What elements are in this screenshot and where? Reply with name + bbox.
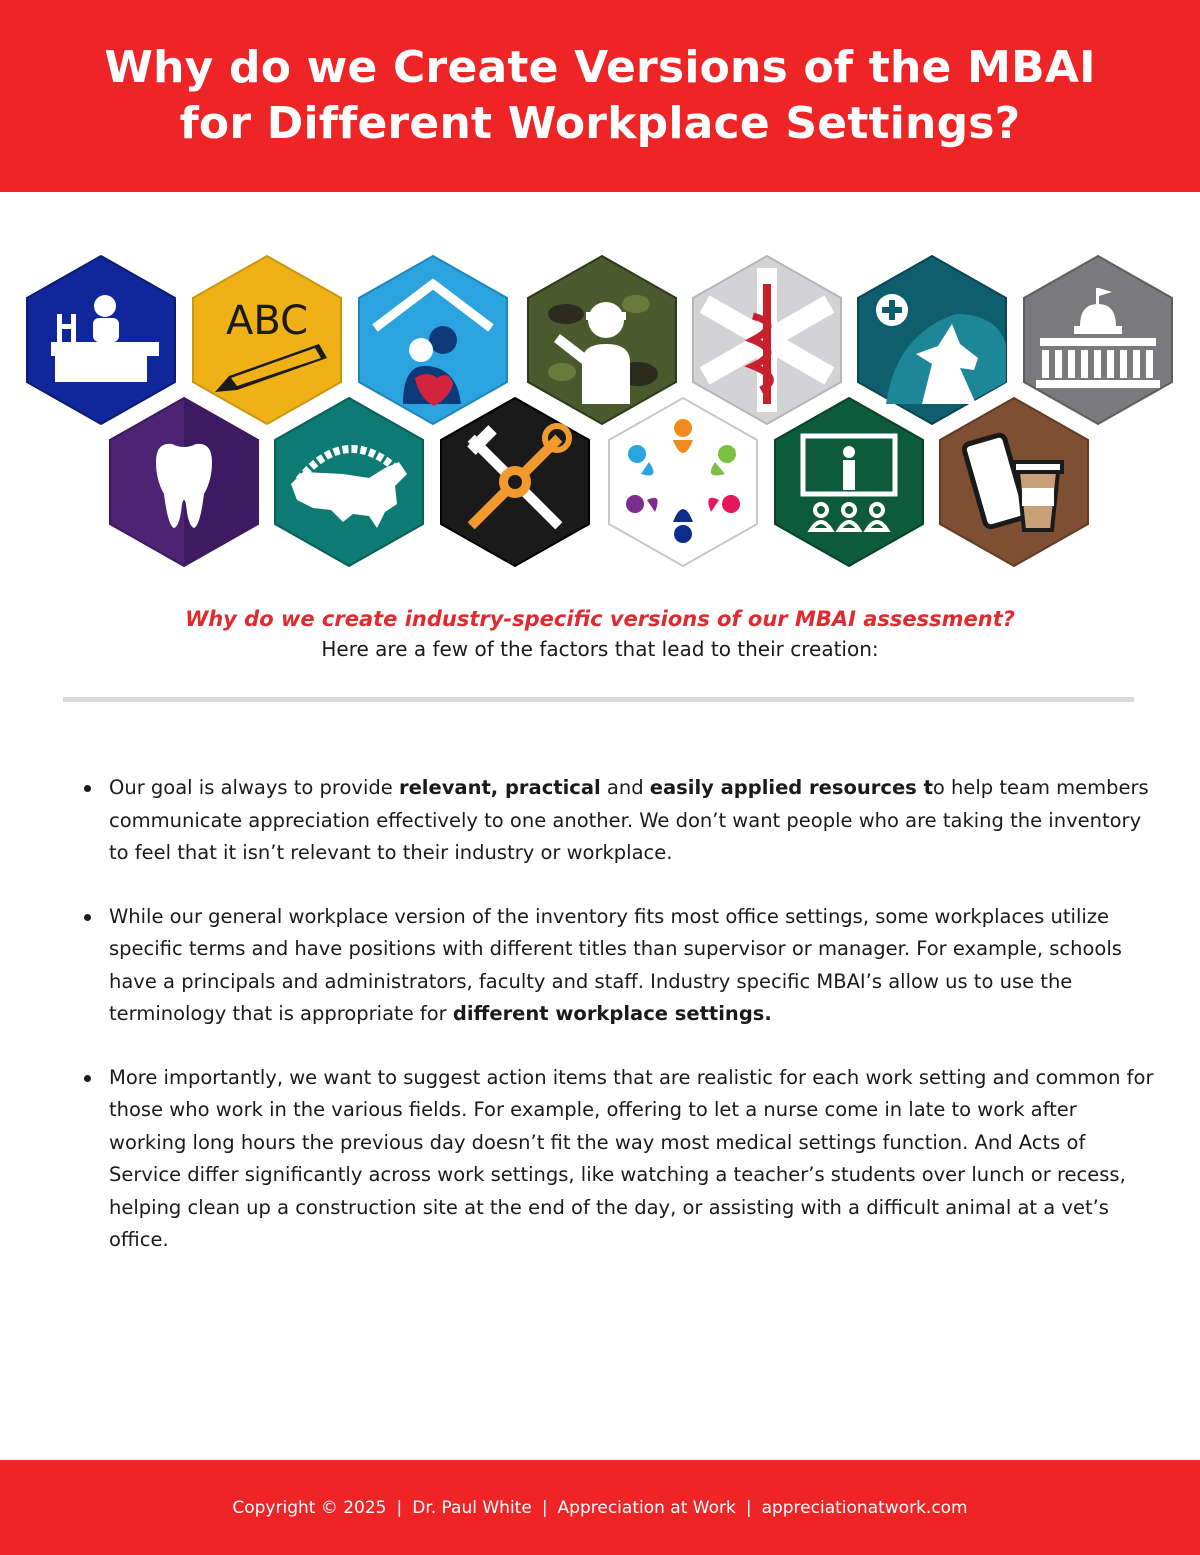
footer-website-link[interactable]: appreciationatwork.com [761, 1497, 968, 1518]
diverse-people-circle-icon [607, 396, 759, 568]
dental-tooth-icon [108, 396, 260, 568]
trades-tools-icon [439, 396, 591, 568]
footer-org: Appreciation at Work [557, 1497, 736, 1518]
list-item: More importantly, we want to suggest action items that are realistic for each work setting and common for those who work in the various fields. For example, offering to let a nurse come in late to work after working long hours the previous day doesn’t fit the way most medical settings function. And Acts of Service differ significantly across work settings, like watching a teacher’s students over lunch or recess, helping clean up a construction site at the end of the day, or assisting with a difficult animal at a vet’s office. [80, 1062, 1160, 1257]
title-line-1: Why do we Create Versions of the MBAI [104, 42, 1096, 93]
section-divider [63, 697, 1134, 702]
page-footer [0, 1460, 1200, 1555]
list-item: Our goal is always to provide relevant, practical and easily applied resources to help team members communicate appreciation effectively to one another. We don’t want people who are taking the inventory to feel that it isn’t relevant to their industry or workplace. [80, 772, 1160, 870]
page-title [104, 40, 1095, 152]
footer-separator: | [396, 1497, 403, 1518]
list-item: While our general workplace version of the inventory fits most office settings, some workplaces utilize specific terms and have positions with different titles than supervisor or manager. For example, schools have a principals and administrators, faculty and staff. Industry specific MBAI’s allow us to use the terminology that is appropriate for different workplace settings. [80, 901, 1160, 1031]
factors-list [80, 772, 1160, 1288]
phone-coffee-icon [938, 396, 1090, 568]
classroom-teaching-icon [773, 396, 925, 568]
footer-copyright: Copyright © 2025 [232, 1497, 387, 1518]
title-line-2: for Different Workplace Settings? [179, 98, 1021, 149]
industry-icons-grid [0, 246, 1200, 576]
usa-map-icon [273, 396, 425, 568]
intro-subtext: Here are a few of the factors that lead to their creation: [321, 637, 879, 661]
page-header [0, 0, 1200, 192]
footer-author: Dr. Paul White [412, 1497, 532, 1518]
intro-section [0, 604, 1200, 664]
svg-text:ABC: ABC [225, 298, 309, 344]
intro-question: Why do we create industry-specific versions of our MBAI assessment? [185, 607, 1015, 631]
footer-separator: | [541, 1497, 548, 1518]
footer-separator: | [745, 1497, 752, 1518]
